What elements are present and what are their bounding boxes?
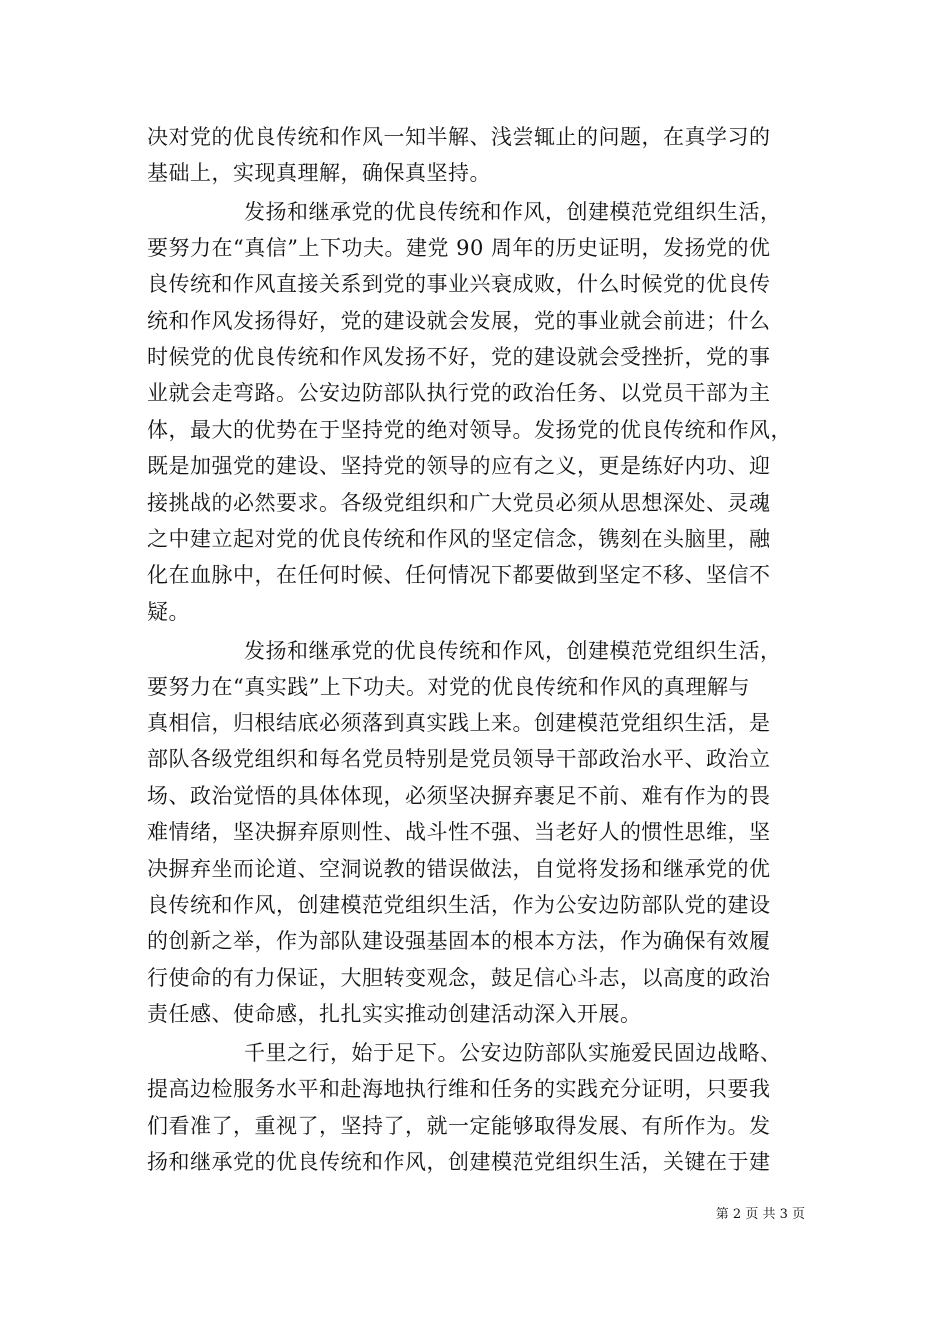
text-line: 提高边检服务水平和赴海地执行维和任务的实践充分证明，只要我 xyxy=(147,1077,771,1101)
text-line: 基础上，实现真理解，确保真坚持。 xyxy=(147,161,491,185)
text-line: 良传统和作风，创建模范党组织生活，作为公安边防部队党的建设 xyxy=(147,893,771,917)
text-line: 体，最大的优势在于坚持党的绝对领导。发扬党的优良传统和作风， xyxy=(147,418,792,442)
text-line: 们看准了，重视了，坚持了，就一定能够取得发展、有所作为。发 xyxy=(147,1114,771,1138)
text-line: 要努力在“真实践”上下功夫。对党的优良传统和作风的真理解与 xyxy=(147,675,750,699)
text-line: 行使命的有力保证，大胆转变观念，鼓足信心斗志，以高度的政治 xyxy=(147,966,771,990)
text-line: 责任感、使命感，扎扎实实推动创建活动深入开展。 xyxy=(147,1002,642,1026)
text-line: 决摒弃坐而论道、空洞说教的错误做法，自觉将发扬和继承党的优 xyxy=(147,857,771,881)
text-line: 业就会走弯路。公安边防部队执行党的政治任务、以党员干部为主 xyxy=(147,381,771,405)
text-line: 部队各级党组织和每名党员特别是党员领导干部政治水平、政治立 xyxy=(147,747,771,771)
text-line: 决对党的优良传统和作风一知半解、浅尝辄止的问题，在真学习的 xyxy=(147,125,771,149)
text-line: 要努力在“真信”上下功夫。建党 90 周年的历史证明，发扬党的优 xyxy=(147,236,771,260)
text-line: 时候党的优良传统和作风发扬不好，党的建设就会受挫折，党的事 xyxy=(147,345,771,369)
paragraph-first-line: 发扬和继承党的优良传统和作风，创建模范党组织生活， xyxy=(244,639,782,663)
paragraph-first-line: 千里之行，始于足下。公安边防部队实施爱民固边战略、 xyxy=(244,1041,782,1065)
text-line: 统和作风发扬得好，党的建设就会发展，党的事业就会前进；什么 xyxy=(147,309,771,333)
page-number: 第 2 页 共 3 页 xyxy=(715,1207,805,1222)
text-line: 之中建立起对党的优良传统和作风的坚定信念，镌刻在头脑里，融 xyxy=(147,527,771,551)
text-line: 接挑战的必然要求。各级党组织和广大党员必须从思想深处、灵魂 xyxy=(147,491,771,515)
text-line: 的创新之举，作为部队建设强基固本的根本方法，作为确保有效履 xyxy=(147,929,771,953)
text-line: 真相信，归根结底必须落到真实践上来。创建模范党组织生活，是 xyxy=(147,711,771,735)
text-line: 化在血脉中，在任何时候、任何情况下都要做到坚定不移、坚信不 xyxy=(147,563,771,587)
paragraph-first-line: 发扬和继承党的优良传统和作风，创建模范党组织生活， xyxy=(244,200,782,224)
text-line: 场、政治觉悟的具体体现，必须坚决摒弃裹足不前、难有作为的畏 xyxy=(147,784,771,808)
text-line: 既是加强党的建设、坚持党的领导的应有之义，更是练好内功、迎 xyxy=(147,454,771,478)
text-line: 疑。 xyxy=(147,600,190,624)
text-line: 良传统和作风直接关系到党的事业兴衰成败，什么时候党的优良传 xyxy=(147,272,771,296)
text-line: 难情绪，坚决摒弃原则性、战斗性不强、当老好人的惯性思维，坚 xyxy=(147,820,771,844)
text-line: 扬和继承党的优良传统和作风，创建模范党组织生活，关键在于建 xyxy=(147,1150,771,1174)
